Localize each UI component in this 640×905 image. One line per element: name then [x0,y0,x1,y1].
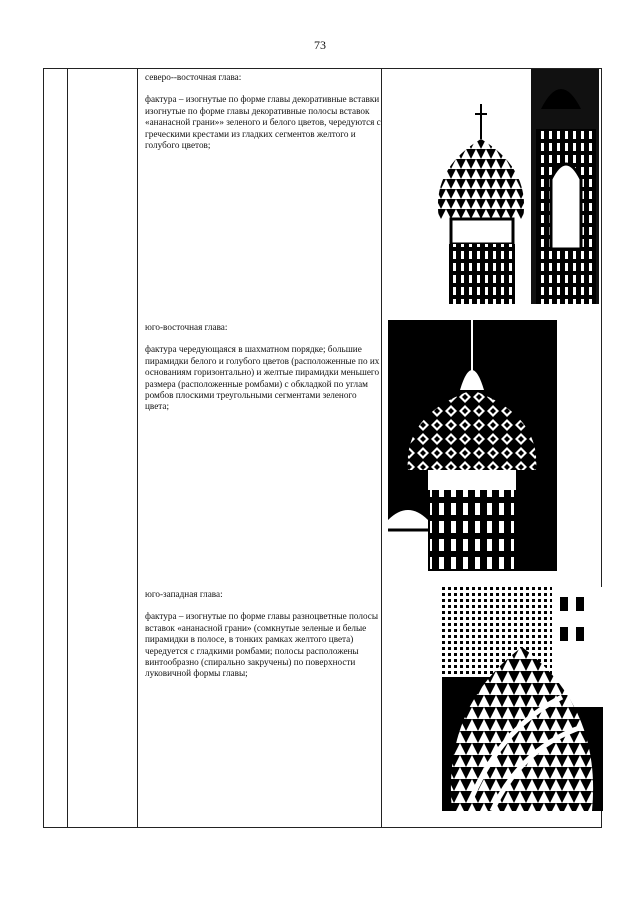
row-1-heading: северо--восточная глава: [145,72,242,82]
row-2-heading: юго-восточная глава: [145,322,228,332]
southwest-dome-photo [442,587,603,811]
row-3-text [145,589,381,680]
northeast-dome-photo [411,69,599,304]
row-1-text [145,72,381,151]
description-table [43,68,602,828]
row-2-text [145,322,381,413]
row-1-description: фактура – изогнутые по форме главы декоративные вставки изогнутые по форме главы декоративные полосы вставок «ананасной грани»» зеленого и белого цветов, чередуются с греческими крестами из гладких сегментов желтого и голубого цветов; [145,94,381,151]
column-divider-2 [137,69,138,827]
southeast-dome-photo [388,320,557,571]
row-2-description: фактура чередующаяся в шахматном порядке; большие пирамидки белого и голубого цветов (расположенные по их основаниям горизонтально) и желтые пирамидки меньшего размера (расположенные ромбами) с обкладкой по углам ромбов плоскими треугольными сегментами зеленого цвета; [145,344,380,412]
column-divider-3 [381,69,382,827]
row-3-description: фактура – изогнутые по форме главы разноцветные полосы вставок «ананасной грани» (сомкнутые зеленые и белые пирамидки в полосе, в тонких рамках желтого цвета) чередуется с гладкими ромбами; полосы расположены винтообразно (спирально закручены) по поверхности луковичной формы главы; [145,611,379,679]
page-number: 73 [314,38,326,52]
row-3-heading: юго-западная глава: [145,589,223,599]
column-divider-1 [67,69,68,827]
